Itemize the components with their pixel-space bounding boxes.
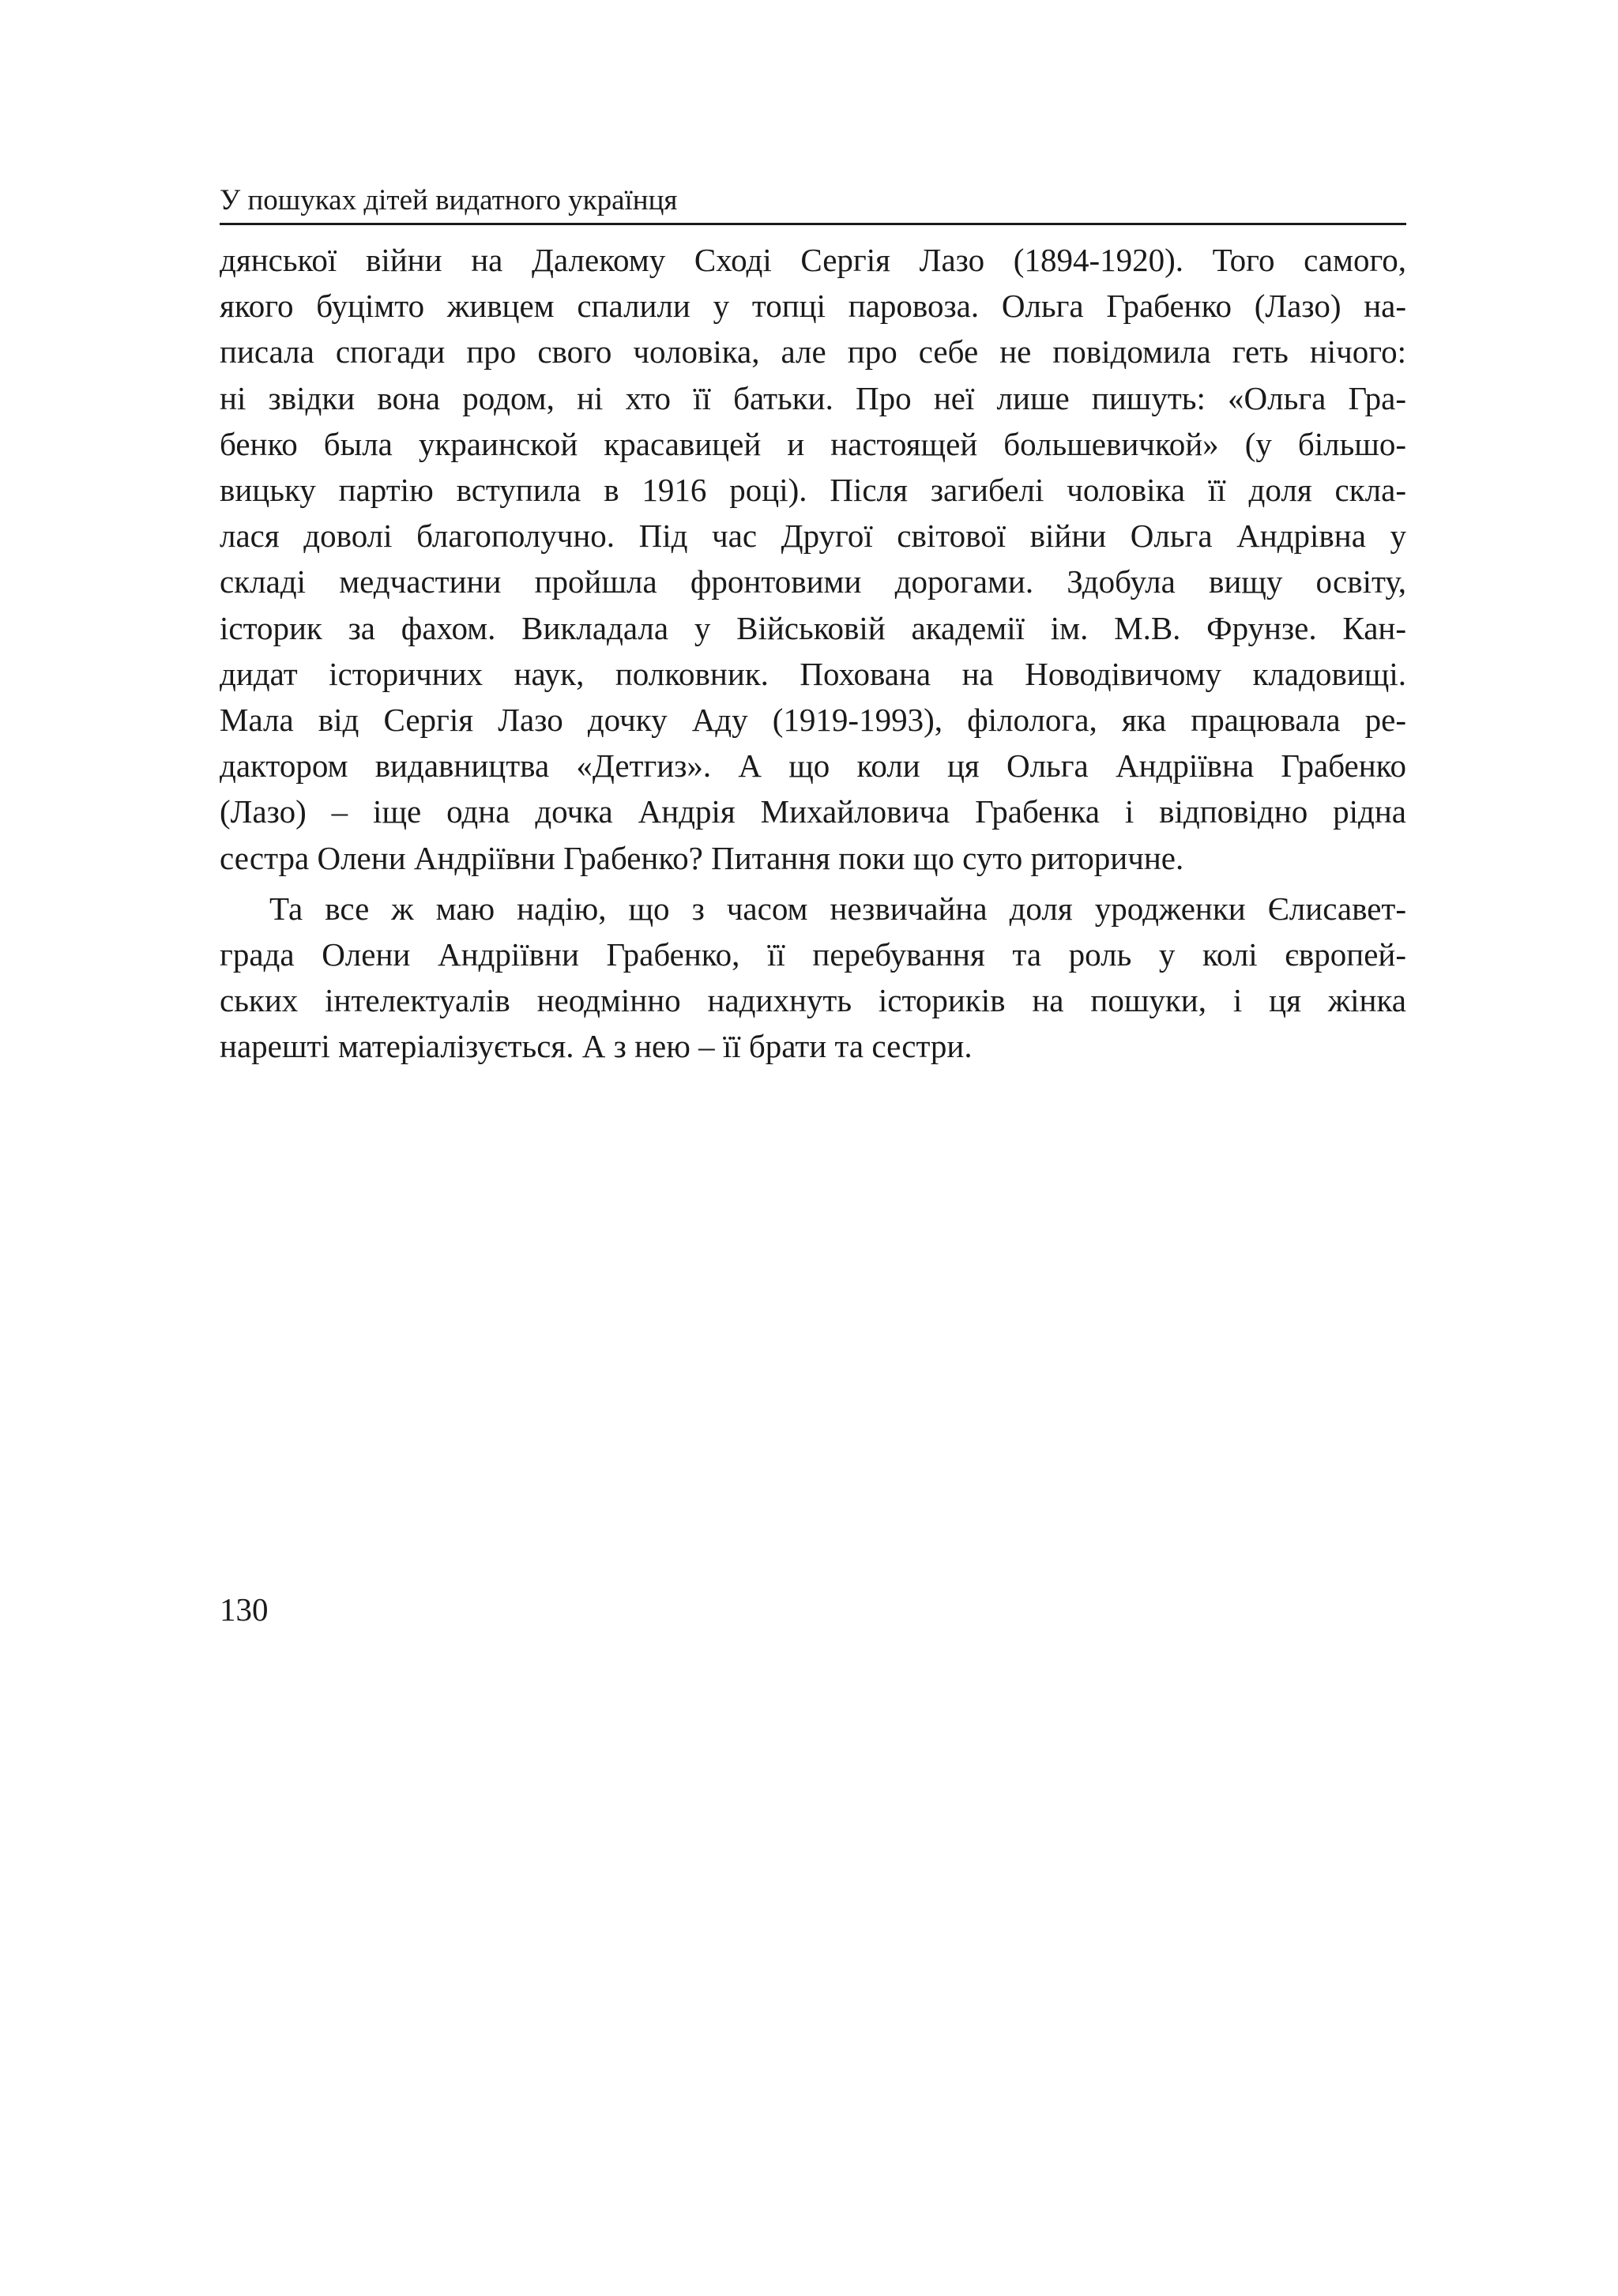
text-line: лася доволі благополучно. Під час Другої світової війни Ольга Андрівна у xyxy=(220,518,1406,555)
page-body xyxy=(220,237,1406,1070)
text-line: Та все ж маю надію, що з часом незвичайна доля уродженки Єлисавет- xyxy=(269,890,1406,927)
text-line: дактором видавництва «Детгиз». А що коли ця Ольга Андріївна Грабенко xyxy=(220,747,1406,785)
text-line: якого буцімто живцем спалили у топці паровоза. Ольга Грабенко (Лазо) на- xyxy=(220,288,1406,325)
text-line: історик за фахом. Викладала у Військовій академії ім. М.В. Фрунзе. Кан- xyxy=(220,609,1406,646)
body-paragraph-1 xyxy=(220,237,1406,881)
text-line: бенко была украинской красавицей и настоящей большевичкой» (у більшо- xyxy=(220,425,1406,462)
text-line: нарешті матеріалізується. А з нею – її брати та сестри. xyxy=(220,1028,973,1065)
text-line: дидат історичних наук, полковник. Похована на Новодівичому кладовищі. xyxy=(220,655,1406,692)
body-paragraph-2 xyxy=(220,886,1406,1070)
text-line: дянської війни на Далекому Сході Сергія Лазо (1894-1920). Того самого, xyxy=(220,242,1406,278)
page-number: 130 xyxy=(220,1591,269,1628)
text-line: Мала від Сергія Лазо дочку Аду (1919-1993), філолога, яка працювала ре- xyxy=(220,702,1406,739)
text-line: ні звідки вона родом, ні хто її батьки. Про неї лише пишуть: «Ольга Гра- xyxy=(220,379,1406,416)
text-line: сестра Олени Андріївни Грабенко? Питання поки що суто риторичне. xyxy=(220,839,1184,876)
text-line: складі медчастини пройшла фронтовими дорогами. Здобула вищу освіту, xyxy=(220,563,1406,600)
text-line: (Лазо) – іще одна дочка Андрія Михайловича Грабенка і відповідно рідна xyxy=(220,793,1406,830)
running-title: У пошуках дітей видатного українця xyxy=(220,184,678,216)
text-line: вицьку партію вступила в 1916 році). Після загибелі чоловіка її доля скла- xyxy=(220,472,1406,509)
text-line: ських інтелектуалів неодмінно надихнуть істориків на пошуки, і ця жінка xyxy=(220,982,1406,1019)
running-header xyxy=(220,183,1406,225)
text-line: писала спогади про свого чоловіка, але про себе не повідомила геть нічого: xyxy=(220,333,1406,371)
text-line: града Олени Андріївни Грабенко, її перебування та роль у колі європей- xyxy=(220,936,1406,973)
